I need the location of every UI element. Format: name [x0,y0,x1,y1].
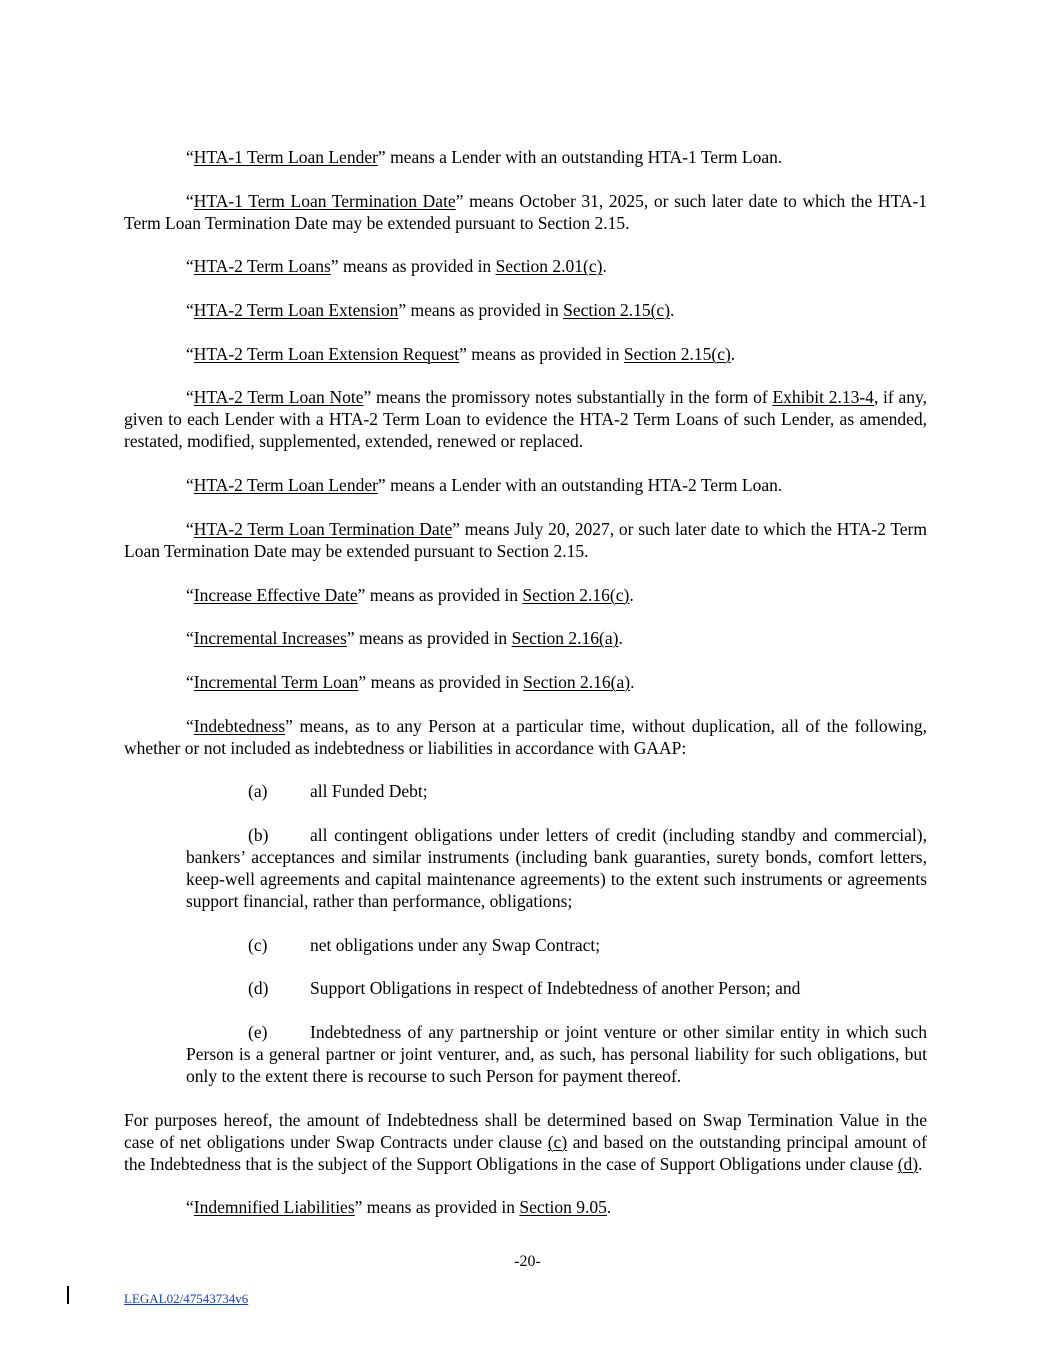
indebtedness-clause-c [186,934,927,956]
indebtedness-purposes-paragraph: For purposes hereof, the amount of Indebtedness shall be determined based on Swap Termination Value in the case of net obligations under Swap Contracts under clause (c) and based on the outstanding principal amount of the Indebtedness that is the subject of the Support Obligations in the case of Support Obligations under clause (d). [124,1109,927,1174]
clause-text: Indebtedness of any partnership or joint venture or other similar entity in which such Person is a general partner or joint venturer, and, as such, has personal liability for such obligations, but only to the extent there is recourse to such Person for payment thereof. [186,1022,927,1086]
clause-label: (c) [248,934,268,955]
section-reference: Section 2.15(c) [563,300,671,321]
clause-label: (a) [248,781,268,802]
clause-label: (e) [248,1022,268,1042]
section-reference: Section 2.16(a) [511,628,619,649]
clause-text: all Funded Debt; [310,781,428,802]
definition-hta2-term-loans: “HTA-2 Term Loans” means as provided in Section 2.01(c). [186,256,607,277]
definition-hta2-term-loan-termination-date: “HTA-2 Term Loan Termination Date” means July 20, 2027, or such later date to which the HTA-2 Term Loan Termination Date may be extended pursuant to Section 2.15. [124,518,927,561]
defined-term: HTA-1 Term Loan Termination Date [193,190,456,211]
defined-term: Incremental Term Loan [193,671,359,692]
defined-term: Indemnified Liabilities [193,1197,355,1218]
definition-incremental-increases: “Incremental Increases” means as provided in Section 2.16(a). [186,628,623,649]
clause-text: net obligations under any Swap Contract; [310,934,601,955]
definition-increase-effective-date: “Increase Effective Date” means as provided in Section 2.16(c). [186,584,634,605]
defined-term: HTA-2 Term Loan Note [193,387,364,408]
page-number: -20- [514,1253,541,1270]
defined-term: HTA-2 Term Loan Extension [193,300,399,321]
clause-reference: (d) [897,1153,919,1174]
definition-hta2-term-loan-note: “HTA-2 Term Loan Note” means the promissory notes substantially in the form of Exhibit 2.13-4, if any, given to each Lender with a HTA-2 Term Loan to evidence the HTA-2 Term Loans of such Lender, as amended, restated, modified, supplemented, extended, renewed or replaced. [124,387,927,452]
definition-hta2-term-loan-extension: “HTA-2 Term Loan Extension” means as provided in Section 2.15(c). [186,300,675,321]
exhibit-reference: Exhibit 2.13-4 [772,387,874,408]
section-reference: Section 9.05 [519,1197,607,1218]
definition-hta2-term-loan-lender: “HTA-2 Term Loan Lender” means a Lender with an outstanding HTA-2 Term Loan. [186,475,783,496]
defined-term: Incremental Increases [193,628,347,649]
clause-text: all contingent obligations under letters of credit (including standby and commercial), bankers’ acceptances and similar instruments (including bank guaranties, surety bonds, comfort letters, keep-well agreements and capital maintenance agreements) to the extent such instruments or agreements support financial, rather than performance, obligations; [186,824,927,911]
indebtedness-clause-a [186,780,927,802]
definition-hta2-term-loan-extension-request: “HTA-2 Term Loan Extension Request” means as provided in Section 2.15(c). [186,343,736,364]
section-reference: Section 2.16(c) [522,584,630,605]
section-reference: Section 2.01(c) [495,256,603,277]
document-body [124,146,927,1240]
clause-reference: (c) [547,1131,568,1152]
defined-term: HTA-2 Term Loans [193,256,331,277]
defined-term: Increase Effective Date [193,584,358,605]
indebtedness-clause-e [186,1021,927,1087]
defined-term: HTA-2 Term Loan Extension Request [193,343,460,364]
revision-bar [67,1286,69,1304]
definition-hta1-term-loan-lender: “HTA-1 Term Loan Lender” means a Lender with an outstanding HTA-1 Term Loan. [186,147,783,167]
document-id-link[interactable]: LEGAL02/47543734v6 [124,1291,249,1306]
clause-label: (b) [248,824,269,845]
definition-hta1-term-loan-termination-date: “HTA-1 Term Loan Termination Date” means October 31, 2025, or such later date to which the HTA-1 Term Loan Termination Date may be extended pursuant to Section 2.15. [124,190,927,233]
definition-indemnified-liabilities: “Indemnified Liabilities” means as provided in Section 9.05. [186,1197,612,1218]
section-reference: Section 2.15(c) [623,343,731,364]
defined-term: Indebtedness [193,715,286,736]
defined-term: HTA-2 Term Loan Lender [193,475,378,496]
indebtedness-clause-b [186,824,927,912]
definition-incremental-term-loan: “Incremental Term Loan” means as provided in Section 2.16(a). [186,671,635,692]
indebtedness-clause-d [186,977,927,999]
definition-indebtedness: “Indebtedness” means, as to any Person at a particular time, without duplication, all of the following, whether or not included as indebtedness or liabilities in accordance with GAAP: [124,715,927,758]
defined-term: HTA-1 Term Loan Lender [193,147,378,167]
clause-text: Support Obligations in respect of Indebtedness of another Person; and [310,978,801,999]
clause-label: (d) [248,978,269,999]
defined-term: HTA-2 Term Loan Termination Date [193,518,453,539]
section-reference: Section 2.16(a) [523,671,631,692]
